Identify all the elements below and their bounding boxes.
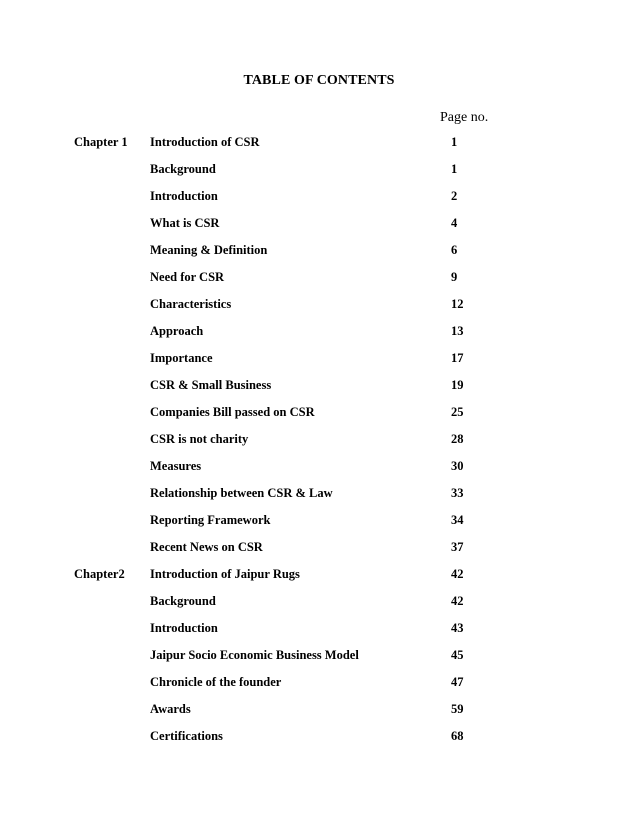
toc-page-number: 47 — [451, 675, 464, 689]
toc-entry-title: Need for CSR — [150, 270, 225, 284]
toc-page-number: 1 — [451, 135, 458, 149]
toc-row — [0, 432, 638, 459]
toc-page-number: 13 — [451, 324, 464, 338]
toc-page-number: 19 — [451, 378, 464, 392]
toc-row — [0, 621, 638, 648]
toc-row — [0, 648, 638, 675]
toc-row — [0, 324, 638, 351]
toc-row — [0, 405, 638, 432]
toc-entry-title: Introduction — [150, 189, 218, 203]
toc-row — [0, 729, 638, 756]
toc-entry-title: Companies Bill passed on CSR — [150, 405, 315, 419]
toc-entry-title: Introduction of Jaipur Rugs — [150, 567, 300, 581]
toc-entry-title: Reporting Framework — [150, 513, 271, 527]
toc-entry-title: Chronicle of the founder — [150, 675, 282, 689]
toc-row — [0, 162, 638, 189]
toc-page-number: 12 — [451, 297, 464, 311]
toc-list — [0, 135, 638, 756]
toc-chapter-label: Chapter 1 — [74, 135, 128, 149]
toc-entry-title: Jaipur Socio Economic Business Model — [150, 648, 359, 662]
toc-page-number: 28 — [451, 432, 464, 446]
toc-entry-title: CSR is not charity — [150, 432, 249, 446]
toc-entry-title: Introduction — [150, 621, 218, 635]
toc-entry-title: Background — [150, 594, 216, 608]
toc-page-number: 37 — [451, 540, 464, 554]
toc-row — [0, 216, 638, 243]
toc-page-number: 1 — [451, 162, 458, 176]
toc-page-number: 17 — [451, 351, 464, 365]
toc-entry-title: Recent News on CSR — [150, 540, 263, 554]
toc-page-number: 9 — [451, 270, 458, 284]
toc-page-number: 2 — [451, 189, 458, 203]
toc-page-number: 59 — [451, 702, 464, 716]
page-no-header: Page no. — [440, 110, 489, 125]
toc-entry-title: Importance — [150, 351, 213, 365]
toc-row — [0, 486, 638, 513]
toc-entry-title: Certifications — [150, 729, 223, 743]
toc-row — [0, 567, 638, 594]
toc-entry-title: Measures — [150, 459, 202, 473]
toc-page-number: 68 — [451, 729, 464, 743]
toc-page-number: 34 — [451, 513, 464, 527]
toc-row — [0, 135, 638, 162]
toc-page-number: 30 — [451, 459, 464, 473]
toc-entry-title: Meaning & Definition — [150, 243, 268, 257]
toc-row — [0, 351, 638, 378]
toc-row — [0, 297, 638, 324]
toc-chapter-label: Chapter2 — [74, 567, 125, 581]
toc-row — [0, 189, 638, 216]
toc-entry-title: Characteristics — [150, 297, 232, 311]
toc-entry-title: CSR & Small Business — [150, 378, 272, 392]
toc-page-number: 33 — [451, 486, 464, 500]
toc-page-number: 6 — [451, 243, 458, 257]
toc-page-number: 25 — [451, 405, 464, 419]
toc-page-number: 42 — [451, 567, 464, 581]
toc-row — [0, 243, 638, 270]
toc-entry-title: What is CSR — [150, 216, 220, 230]
toc-page-number: 45 — [451, 648, 464, 662]
toc-row — [0, 540, 638, 567]
toc-row — [0, 378, 638, 405]
page-title: TABLE OF CONTENTS — [243, 73, 395, 88]
toc-entry-title: Awards — [150, 702, 191, 716]
toc-page-number: 4 — [451, 216, 458, 230]
toc-row — [0, 270, 638, 297]
toc-row — [0, 513, 638, 540]
toc-row — [0, 675, 638, 702]
toc-row — [0, 702, 638, 729]
toc-page-number: 43 — [451, 621, 464, 635]
toc-row — [0, 459, 638, 486]
toc-entry-title: Background — [150, 162, 216, 176]
toc-entry-title: Relationship between CSR & Law — [150, 486, 333, 500]
toc-row — [0, 594, 638, 621]
toc-entry-title: Introduction of CSR — [150, 135, 260, 149]
toc-entry-title: Approach — [150, 324, 204, 338]
toc-page-number: 42 — [451, 594, 464, 608]
